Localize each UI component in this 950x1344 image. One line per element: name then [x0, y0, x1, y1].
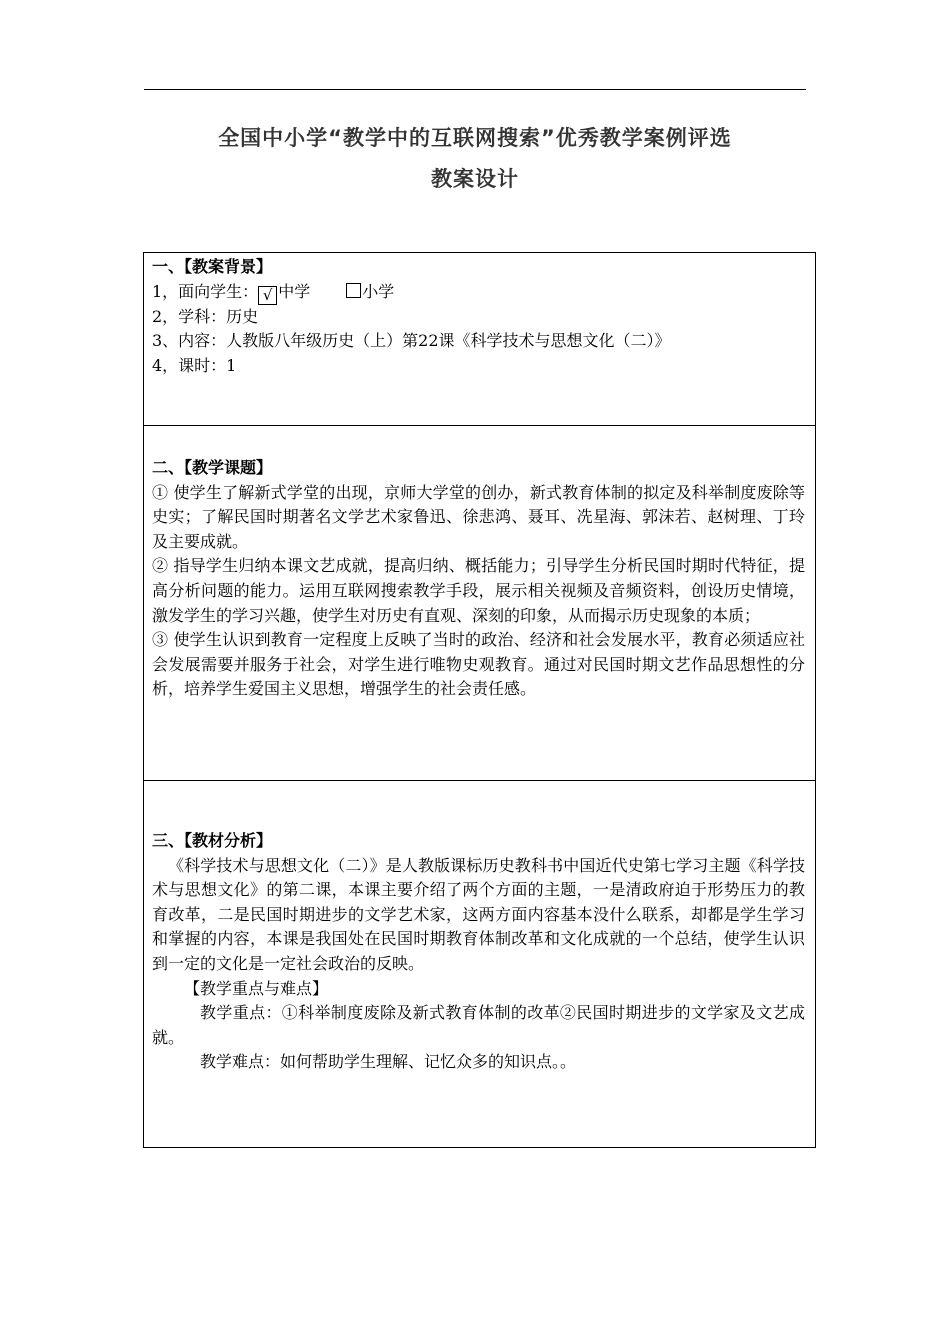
analysis-paragraph: 《科学技术与思想文化（二）》是人教版课标历史教科书中国近代史第七学习主题《科学技术与思想文化》的第二课，本课主要介绍了两个方面的主题，一是清政府迫于形势压力的教育改革，二是民国时期进步的文学艺术家，这两方面内容基本没什么联系，却都是学生学习和掌握的内容，本课是我国处在民国时期教育体制改革和文化成就的一个总结，使学生认识到一定的文化是一定社会政治的反映。	[152, 855, 805, 973]
section-topic	[144, 426, 816, 781]
middle-school-checkbox[interactable]: √	[258, 286, 277, 305]
topic-paragraph-2: ② 指导学生归纳本课文艺成就，提高归纳、概括能力；引导学生分析民国时期时代特征，提高分析问题的能力。运用互联网搜索教学手段，展示相关视频及音频资料，创设历史情境，激发学生的学习兴趣，使学生对历史有直观、深刻的印象，从而揭示历史现象的本质；	[152, 556, 805, 625]
difficulty-paragraph: 教学难点：如何帮助学生理解、记忆众多的知识点。。	[200, 1052, 577, 1072]
content-line: 3、内容：人教版八年级历史（上）第22课《科学技术与思想文化（二）》	[152, 331, 671, 351]
key-points-paragraph: 教学重点：①科举制度废除及新式教育体制的改革②民国时期进步的文学家及文艺成就。	[152, 1003, 805, 1047]
key-difficult-subheading: 【教学重点与难点】	[184, 978, 329, 998]
document-title: 全国中小学“教学中的互联网搜索”优秀教学案例评选	[218, 126, 732, 150]
section-background	[144, 253, 816, 426]
primary-school-label: 小学	[362, 281, 395, 301]
hours-line: 4，课时：1	[152, 355, 237, 375]
target-students-label: 1，面向学生：	[152, 281, 259, 301]
primary-school-checkbox[interactable]	[346, 283, 361, 298]
middle-school-label: 中学	[278, 281, 311, 301]
header-rule	[144, 89, 806, 90]
section-analysis-row	[144, 781, 816, 1148]
section-background-row	[144, 253, 816, 426]
target-students-line	[152, 280, 805, 305]
section-topic-heading: 二、【教学课题】	[152, 458, 273, 477]
lesson-plan-table	[143, 252, 816, 1148]
document-subtitle: 教案设计	[431, 167, 519, 191]
section-analysis	[144, 781, 816, 1148]
subject-line: 2，学科：历史	[152, 306, 259, 326]
section-analysis-heading: 三、【教材分析】	[152, 831, 273, 850]
section-background-heading: 一、【教案背景】	[152, 257, 273, 276]
section-topic-row	[144, 426, 816, 781]
topic-paragraph-3: ③ 使学生认识到教育一定程度上反映了当时的政治、经济和社会发展水平，教育必须适应社会发展需要并服务于社会，对学生进行唯物史观教育。通过对民国时期文艺作品思想性的分析，培养学生爱国主义思想，增强学生的社会责任感。	[152, 630, 805, 699]
topic-paragraph-1: ① 使学生了解新式学堂的出现，京师大学堂的创办，新式教育体制的拟定及科举制度废除等史实；了解民国时期著名文学艺术家鲁迅、徐悲鸿、聂耳、冼星海、郭沫若、赵树理、丁玲及主要成就。	[152, 482, 805, 551]
